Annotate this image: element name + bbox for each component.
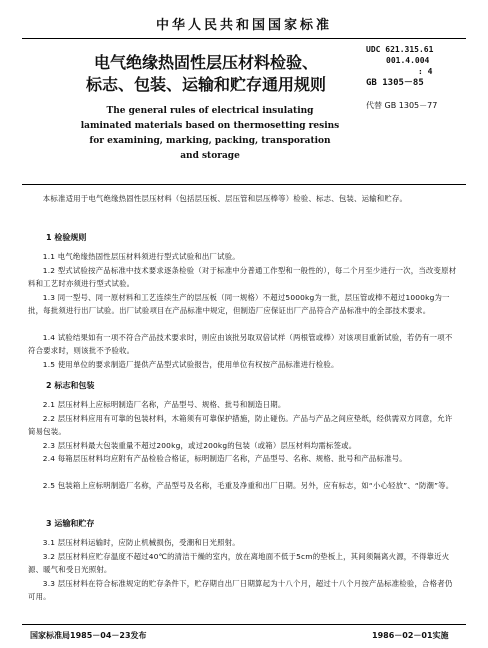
standard-header: 中华人民共和国国家标准 bbox=[155, 18, 332, 33]
udc-code-3: : 4 bbox=[418, 67, 433, 76]
implementation-date: 1986－02－01实施 bbox=[372, 631, 449, 640]
section-3-heading: 3 运输和贮存 bbox=[46, 519, 95, 528]
paragraph-2-5: 2.5 包装箱上应标明制造厂名称，产品型号及名称，毛重及净重和出厂日期。另外，应有标志，如“小心轻放”、“防潮”等。 bbox=[42, 481, 454, 490]
title-cn-line1: 电气绝缘热固性层压材料检验、 bbox=[93, 53, 318, 72]
issuer-note: 国家标准局1985－04－23发布 bbox=[30, 631, 147, 640]
paragraph-1-3: 1.3 同一型号、同一原材料和工艺连续生产的层压板（同一规格）不超过5000kg为一批，层压管或棒不超过1000kg为一批，每批须进行出厂试验。出厂试验项目在产品标准中规定，但制造厂应保证出厂产品符合产品标准中的全部技术要求。 bbox=[28, 293, 450, 315]
title-cn-line2: 标志、包装、运输和贮存通用规则 bbox=[85, 75, 326, 94]
paragraph-2-3: 2.3 层压材料最大包装重量不超过200kg，或过200kg的包装（或箱）层压材料均需标签或。 bbox=[42, 441, 357, 450]
header-rule bbox=[22, 38, 466, 39]
paragraph-1-4: 1.4 试验结果如有一项不符合产品技术要求时，则应由该批另取双倍试样（两根管或棒）对该项目重新试验，若仍有一项不符合要求时，则该批不予验收。 bbox=[28, 333, 453, 355]
paragraph-1-5: 1.5 使用单位的要求制造厂提供产品型式试验报告，使用单位有权按产品标准进行检验。 bbox=[42, 360, 339, 369]
paragraph-1-2: 1.2 型式试验按产品标准中技术要求逐条检验（对于标准中分普通工作型和一般性的），每二个月至少进行一次，当改变原材料和工艺时亦须进行型式试验。 bbox=[28, 266, 457, 288]
title-en: The general rules of electrical insulating laminated materials based on thermosetting resins for examining, marking, packing, transporation and storage bbox=[80, 106, 340, 161]
section-1-heading: 1 检验规则 bbox=[46, 233, 87, 242]
udc-codes bbox=[366, 44, 433, 89]
paragraph-1-1: 1.1 电气绝缘热固性层压材料须进行型式试验和出厂试验。 bbox=[42, 252, 240, 261]
udc-code-2: 001.4.004 bbox=[386, 56, 430, 65]
footer-rule bbox=[22, 624, 466, 625]
paragraph-2-4: 2.4 每箱层压材料均应附有产品检验合格证，标明制造厂名称，产品型号、名称、规格、批号和产品标准号。 bbox=[42, 454, 407, 463]
udc-code: UDC 621.315.61 bbox=[366, 45, 434, 54]
paragraph-3-2: 3.2 层压材料应贮存温度不超过40℃的清洁干燥的室内，放在离地面不低于5cm的垫板上，其间须隔离火源，不得靠近火源、暖气和受日光照射。 bbox=[28, 552, 450, 574]
replaces-note: 代替 GB 1305－77 bbox=[366, 101, 438, 110]
section-2-heading: 2 标志和包装 bbox=[46, 381, 95, 390]
paragraph-2-2: 2.2 层压材料应用有可靠的包装材料，木箱须有可靠保护措施，防止碰伤。产品与产品之间应垫纸，经供需双方同意，允许简易包装。 bbox=[28, 414, 453, 436]
paragraph-3-3: 3.3 层压材料在符合标准规定的贮存条件下，贮存期自出厂日期算起为十八个月，超过十八个月按产品标准检验，合格者仍可用。 bbox=[28, 579, 453, 601]
paragraph-2-1: 2.1 层压材料上应标明制造厂名称，产品型号、规格、批号和制造日期。 bbox=[42, 400, 286, 409]
paragraph-3-1: 3.1 层压材料运输时，应防止机械损伤，受潮和日光照射。 bbox=[42, 538, 240, 547]
intro-paragraph: 本标准适用于电气绝缘热固性层压材料（包括层压板、层压管和层压棒等）检验、标志、包装、运输和贮存。 bbox=[42, 194, 408, 203]
gb-code: GB 1305－85 bbox=[366, 78, 424, 88]
title-rule bbox=[22, 184, 466, 185]
